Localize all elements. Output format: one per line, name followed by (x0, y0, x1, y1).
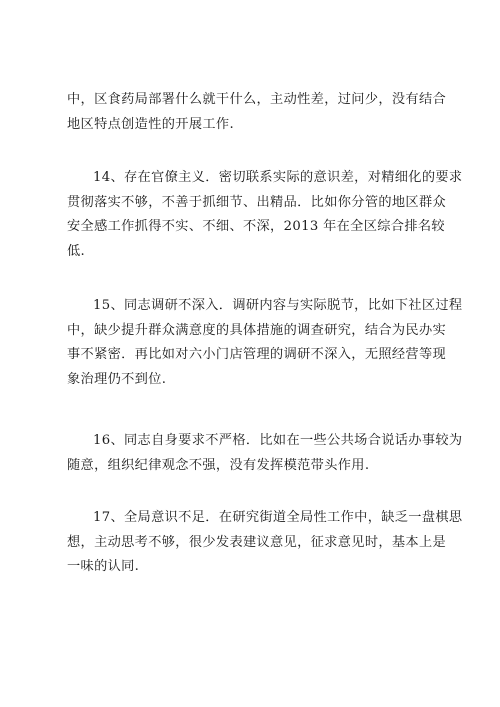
paragraph-15 (67, 294, 463, 392)
paragraph-16 (67, 429, 463, 478)
text-line: 中，区食药局部署什么就干什么，主动性差，过问少，没有结合 (67, 92, 447, 107)
text-line: 一味的认同. (67, 559, 140, 574)
text-line: 中，缺少提升群众满意度的具体措施的调查研究，结合为民办实 (67, 322, 447, 338)
text-line: 事不紧密．再比如对六小门店管理的调研不深入，无照经营等现 (67, 347, 447, 362)
text-line: 15、同志调研不深入．调研内容与实际脱节，比如下社区过程 (93, 298, 463, 313)
paragraph-13-continuation (67, 88, 447, 137)
text-line: 随意，组织纪律观念不强，没有发挥模范带头作用. (67, 457, 370, 473)
text-line: 贯彻落实不够，不善于抓细节、出精品．比如你分管的地区群众 (67, 194, 447, 210)
text-line: 象治理仍不到位. (67, 371, 167, 387)
text-line: 地区特点创造性的开展工作. (67, 116, 234, 132)
paragraph-17 (67, 506, 463, 580)
text-line: 想，主动思考不够，很少发表建议意见，征求意见时，基本上是 (67, 534, 447, 550)
text-line: 16、同志自身要求不严格．比如在一些公共场合说话办事较为 (93, 433, 463, 448)
text-line: 安全感工作抓得不实、不细、不深，2013 年在全区综合排名较 (67, 219, 445, 234)
paragraph-14 (67, 166, 463, 264)
text-line: 低. (67, 243, 86, 259)
text-line: 14、存在官僚主义．密切联系实际的意识差，对精细化的要求 (93, 170, 463, 185)
text-line: 17、全局意识不足．在研究街道全局性工作中，缺乏一盘棋思 (93, 510, 463, 525)
